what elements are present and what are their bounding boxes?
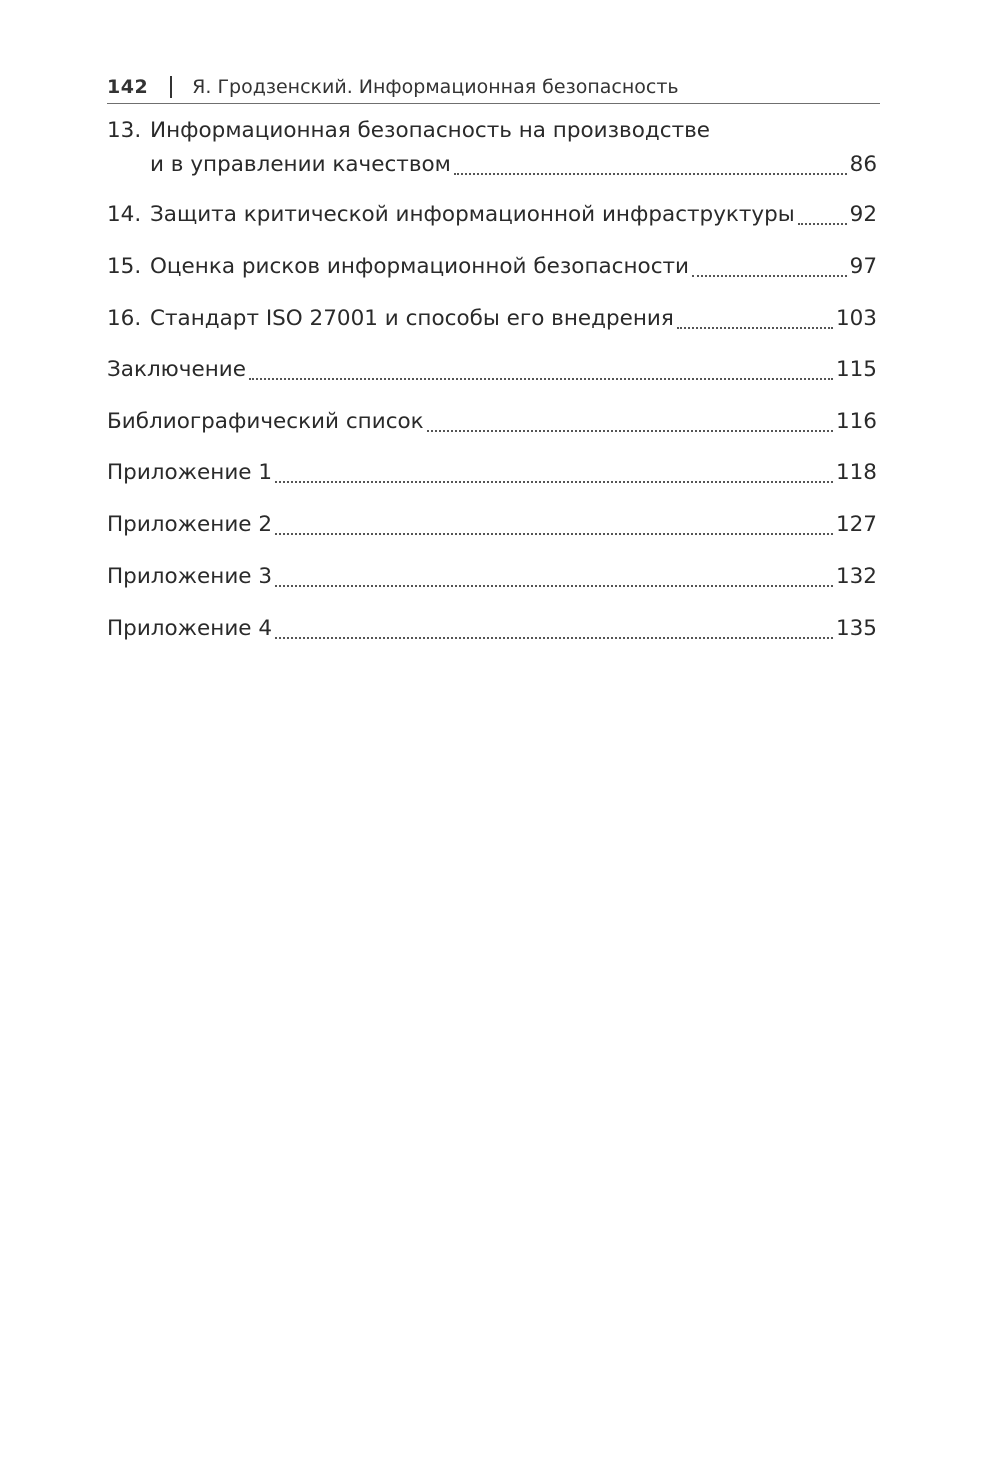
- toc-entry-page: 92: [849, 202, 877, 227]
- toc-entry-13[interactable]: [107, 114, 877, 177]
- toc-entry-title: Стандарт ISO 27001 и способы его внедрения: [150, 306, 674, 331]
- toc-entry-number: 16.: [107, 306, 142, 331]
- toc-entry-page: 116: [835, 409, 877, 434]
- toc-entry-number: 13.: [107, 118, 142, 143]
- toc-entry-15[interactable]: [107, 250, 877, 284]
- toc-entry-title: Заключение: [107, 357, 246, 382]
- toc-leader-dots: [275, 637, 833, 639]
- toc-entry-16[interactable]: [107, 302, 877, 336]
- toc-entry-title: Защита критической информационной инфраструктуры: [150, 202, 795, 227]
- toc-entry-second-line: [107, 148, 877, 182]
- toc-entry-14[interactable]: [107, 198, 877, 232]
- header-separator: [170, 76, 172, 98]
- toc-entry-appendix-1[interactable]: [107, 456, 877, 490]
- toc-entry-page: 86: [849, 152, 877, 177]
- toc-leader-dots: [798, 223, 847, 225]
- toc-entry-number: 14.: [107, 202, 142, 227]
- toc-entry-title: и в управлении качеством: [150, 152, 451, 177]
- toc-leader-dots: [677, 327, 833, 329]
- toc-entry-first-line: [107, 114, 877, 148]
- toc-leader-dots: [275, 481, 833, 483]
- toc-entry-page: 118: [835, 460, 877, 485]
- toc-entry-title: Библиографический список: [107, 409, 424, 434]
- toc-leader-dots: [454, 173, 847, 175]
- running-title: Я. Гродзенский. Информационная безопасность: [192, 76, 679, 98]
- toc-entry-appendix-2[interactable]: [107, 508, 877, 542]
- toc-entry-title: Приложение 3: [107, 564, 273, 589]
- toc-entry-bibliography[interactable]: [107, 405, 877, 439]
- toc-leader-dots: [249, 378, 833, 380]
- toc-entry-page: 135: [835, 616, 877, 641]
- toc-entry-page: 132: [835, 564, 877, 589]
- toc-entry-page: 97: [849, 254, 877, 279]
- toc-entry-conclusion[interactable]: [107, 353, 877, 387]
- toc-entry-title: Приложение 1: [107, 460, 273, 485]
- toc-entry-appendix-4[interactable]: [107, 612, 877, 646]
- toc-leader-dots: [427, 430, 833, 432]
- toc-entry-title: Оценка рисков информационной безопасности: [150, 254, 690, 279]
- toc-entry-title: Приложение 2: [107, 512, 273, 537]
- toc-entry-page: 115: [835, 357, 877, 382]
- toc-entry-title: Приложение 4: [107, 616, 273, 641]
- header-rule: [107, 103, 880, 104]
- page-number: 142: [107, 76, 149, 98]
- toc-leader-dots: [692, 275, 847, 277]
- page-header: [107, 70, 880, 104]
- toc-entry-number: 15.: [107, 254, 142, 279]
- toc-entry-page: 103: [835, 306, 877, 331]
- toc-leader-dots: [275, 585, 833, 587]
- toc-entry-title-line1: Информационная безопасность на производстве: [150, 118, 710, 143]
- toc-entry-page: 127: [835, 512, 877, 537]
- toc-entry-appendix-3[interactable]: [107, 560, 877, 594]
- toc-leader-dots: [275, 533, 833, 535]
